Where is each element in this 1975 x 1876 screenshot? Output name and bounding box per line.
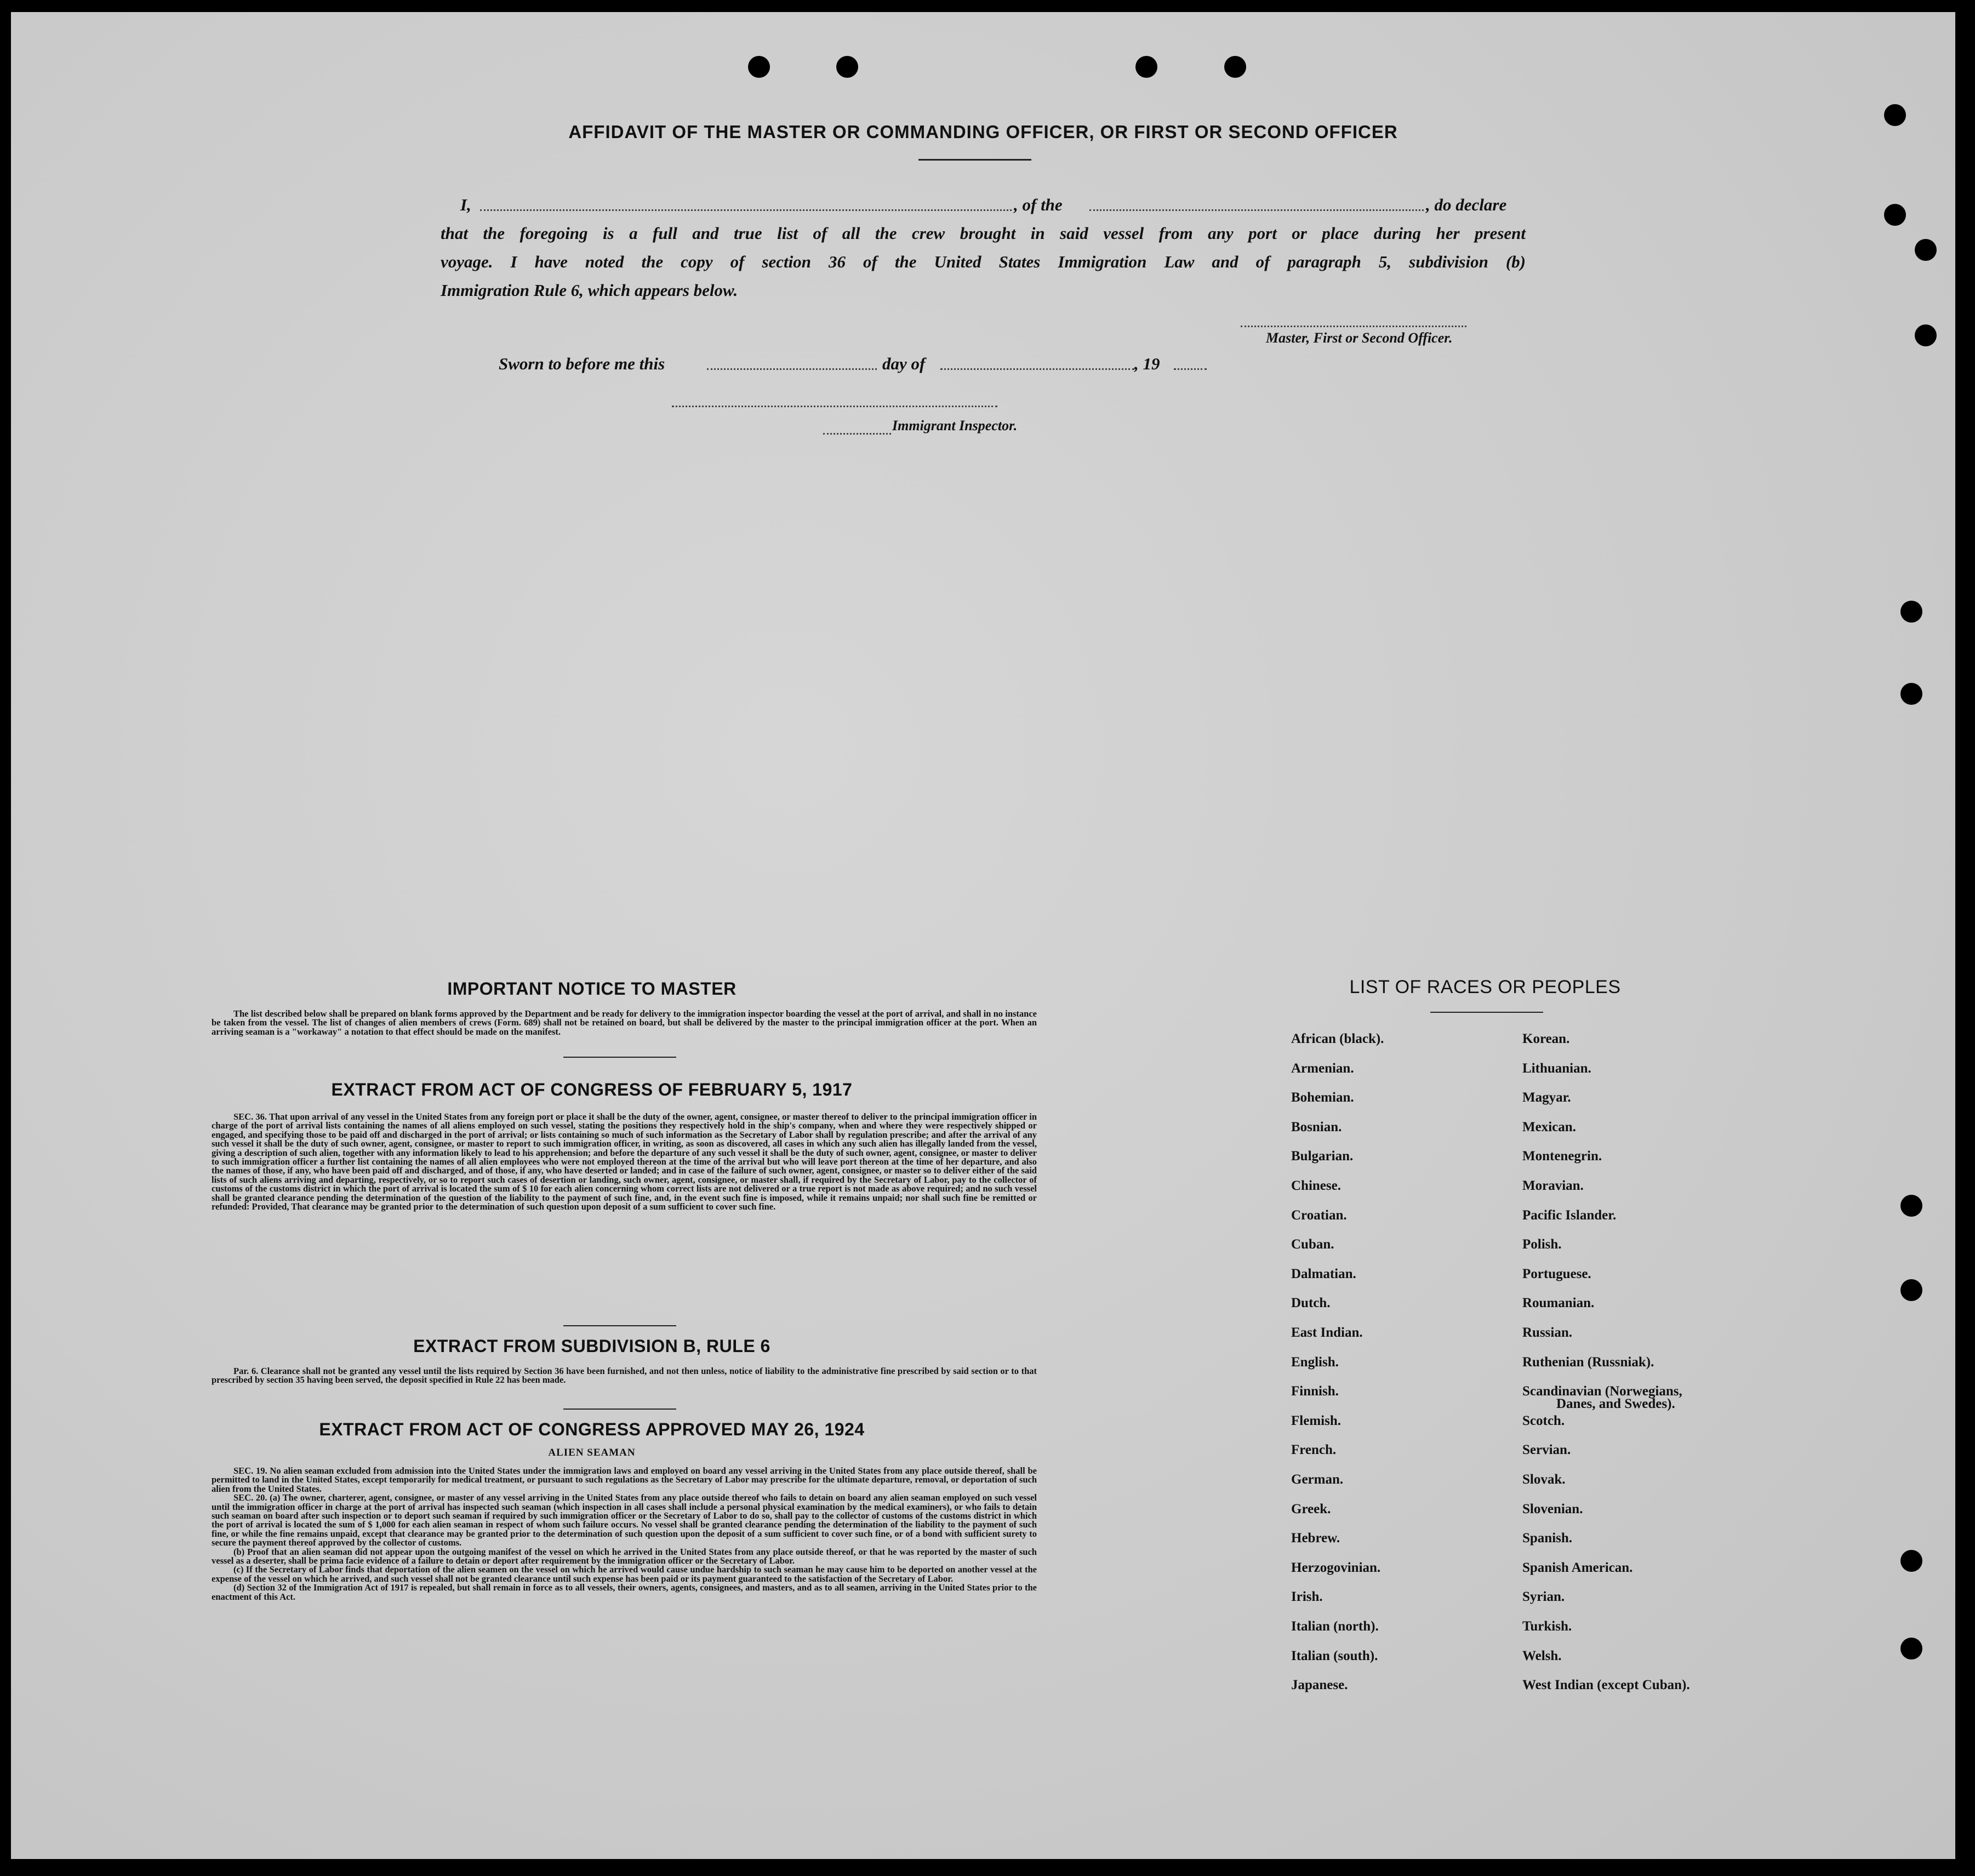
race-left-item-2: Bohemian. <box>1291 1090 1354 1105</box>
race-right-item-10: Russian. <box>1522 1325 1573 1340</box>
punch-hole <box>1900 1279 1922 1301</box>
sworn-text: Sworn to before me this <box>499 354 665 373</box>
extract-1917-rule <box>563 1325 676 1326</box>
race-left-item-17: Hebrew. <box>1291 1531 1340 1546</box>
affidavit-title: AFFIDAVIT OF THE MASTER OR COMMANDING OFFICER, OR FIRST OR SECOND OFFICER <box>568 122 1398 142</box>
race-right-item-2: Magyar. <box>1522 1090 1571 1105</box>
race-right-item-13: Scotch. <box>1522 1413 1565 1428</box>
race-right-item-5: Moravian. <box>1522 1178 1584 1193</box>
extract-1917-title: EXTRACT FROM ACT OF CONGRESS OF FEBRUARY 5, 1917 <box>331 1080 853 1099</box>
race-left-item-19: Irish. <box>1291 1589 1323 1605</box>
race-left-item-18: Herzogovinian. <box>1291 1560 1381 1575</box>
sec20b-paragraph: (b) Proof that an alien seaman did not appear upon the outgoing manifest of the vessel on which he arrived in the United States from any place outside thereof, or that he was reported by the master of such vessel as a deserter, shall be prima facie evidence of a failure to detain or deport after requirement by the immigration officer or the Secretary of Labor. <box>212 1546 1037 1566</box>
race-right-item-7: Polish. <box>1522 1237 1562 1252</box>
inspector-signature-field[interactable] <box>672 406 997 407</box>
race-right-item-8: Portuguese. <box>1522 1266 1591 1281</box>
race-left-item-4: Bulgarian. <box>1291 1149 1354 1164</box>
race-right-item-22: West Indian (except Cuban). <box>1522 1678 1690 1693</box>
race-right-item-12: Scandinavian (Norwegians, <box>1522 1384 1682 1399</box>
punch-hole <box>1900 601 1922 623</box>
sworn-month-field[interactable] <box>940 368 1134 370</box>
sec20d-paragraph: (d) Section 32 of the Immigration Act of 1917 is repealed, but shall remain in force as to all vessels, their owners, agents, consignees, and masters, and as to all seamen, arriving in the United States prior to the enactment of this Act. <box>212 1582 1037 1602</box>
affidavit-line2: that the foregoing is a full and true list of all the crew brought in said vessel from any port or place during her present <box>441 224 1526 243</box>
affidavit-of-the: , of the <box>1014 195 1063 214</box>
races-title: LIST OF RACES OR PEOPLES <box>1349 977 1621 997</box>
inspector-label: Immigrant Inspector. <box>892 418 1018 434</box>
race-left-item-12: Finnish. <box>1291 1384 1339 1399</box>
notice-title: IMPORTANT NOTICE TO MASTER <box>447 979 737 999</box>
punch-hole <box>1900 683 1922 705</box>
sec19-paragraph: SEC. 19. No alien seaman excluded from admission into the United States under the immigration laws and employed on board any vessel arriving in the United States from any place outside thereof, shall be permitted to land in the United States, except temporarily for medical treatment, or pursuant to such regulations as the Secretary of Labor may prescribe for the ultimate departure, removal, or deportation of such alien from the United States. <box>212 1466 1037 1494</box>
race-right-item-16: Slovenian. <box>1522 1501 1583 1516</box>
sec20a-paragraph: SEC. 20. (a) The owner, charterer, agent, consignee, or master of any vessel arriving in the United States from any place outside thereof who fails to detain on board any alien seaman employed on such vessel until the immigration officer in charge at the port of arrival has inspected such seaman (which inspection in all cases shall include a personal physical examination by the medical examiners), or who fails to detain such seaman on board after such inspection or to deport such seaman if required by such immigration officer or the Secretary of Labor to do so, shall pay to the collector of customs of the customs district in which the port of arrival is located the sum of $ 1,000 for each alien seaman in respect of whom such failure occurs. No vessel shall be granted clearance pending the determination of the liability to the payment of such fine, or while the fine remains unpaid, except that clearance may be granted prior to the determination of such question upon the deposit of a sum sufficient to cover such fine, or of a bond with sufficient surety to secure the payment thereof approved by the collector of customs. <box>212 1492 1037 1548</box>
race-left-item-8: Dalmatian. <box>1291 1266 1356 1281</box>
rule6-rule <box>563 1409 676 1410</box>
punch-hole <box>1915 239 1937 261</box>
race-right-item-19: Syrian. <box>1522 1589 1565 1605</box>
race-right-item-0: Korean. <box>1522 1031 1570 1046</box>
name-field[interactable] <box>480 209 1012 211</box>
race-right-item-17: Spanish. <box>1522 1531 1573 1546</box>
sec36-paragraph: SEC. 36. That upon arrival of any vessel in the United States from any foreign port or place it shall be the duty of the owner, agent, consignee, or master thereof to deliver to the principal immigration officer in charge of the port of arrival lists containing the names of all aliens employed on such vessel, stating the positions they respectively hold in the ship's company, when and where they were respectively shipped or engaged, and specifying those to be paid off and discharged in the port of arrival; or lists containing so much of such information as the Secretary of Labor shall by regulation prescribe; and after the arrival of any such vessel it shall be the duty of such owner, agent, consignee, or master to report to such immigration officer, in writing, as soon as discovered, all cases in which any such alien has illegally landed from the vessel, giving a description of such alien, together with any information likely to lead to his apprehension; and before the departure of any such vessel it shall be the duty of such owner, agent, consignee, or master to deliver to such immigration officer a further list containing the names of all alien employees who were not employed thereon at the time of the arrival but who will leave port thereon at the time of her departure, and also the names of those, if any, who have been paid off and discharged, and of those, if any, who have deserted or landed; and in case of the failure of such owner, agent, consignee, or master so to deliver either of the said lists of such aliens arriving and departing, respectively, or so to report such cases of desertion or landing, such owner, agent, consignee, or master shall, if required by the Secretary of Labor, pay to the collector of customs of the customs district in which the port of arrival is located the sum of $ 10 for each alien concerning whom correct lists are not delivered or a true report is not made as above required; and no such vessel shall be granted clearance pending the determination of the question of the liability to the payment of such fine, and, in the event such fine is imposed, while it remains unpaid; nor shall such fine be remitted or refunded: Provided, That clearance may be granted prior to the determination of such question upon deposit of a sum sufficient to cover such fine. <box>212 1111 1037 1212</box>
year-text: , 19 <box>1134 354 1160 373</box>
race-right-item-11: Ruthenian (Russniak). <box>1522 1354 1654 1370</box>
race-right-item-14: Servian. <box>1522 1442 1571 1458</box>
extract-1924-body <box>212 1467 1037 1601</box>
punch-hole <box>1900 1195 1922 1217</box>
race-left-item-5: Chinese. <box>1291 1178 1341 1193</box>
race-left-item-15: German. <box>1291 1472 1344 1487</box>
race-right-item-20: Turkish. <box>1522 1619 1572 1634</box>
affidavit-i: I, <box>460 195 471 214</box>
race-right-item-3: Mexican. <box>1522 1119 1576 1134</box>
master-signature-field[interactable] <box>1241 326 1466 327</box>
punch-hole <box>1915 324 1937 346</box>
race-left-item-1: Armenian. <box>1291 1060 1354 1076</box>
race-right-continuation: Danes, and Swedes). <box>1556 1396 1675 1411</box>
master-signature-label: Master, First or Second Officer. <box>1266 330 1453 346</box>
race-left-item-7: Cuban. <box>1291 1237 1334 1252</box>
title-rule <box>918 159 1031 161</box>
race-right-item-21: Welsh. <box>1522 1648 1562 1663</box>
race-left-item-16: Greek. <box>1291 1501 1331 1516</box>
race-left-item-22: Japanese. <box>1291 1678 1348 1693</box>
race-left-item-3: Bosnian. <box>1291 1119 1342 1134</box>
extract-1924-title: EXTRACT FROM ACT OF CONGRESS APPROVED MAY 26, 1924 <box>319 1419 865 1439</box>
race-right-item-6: Pacific Islander. <box>1522 1207 1617 1223</box>
race-right-item-15: Slovak. <box>1522 1472 1566 1487</box>
rule6-title: EXTRACT FROM SUBDIVISION B, RULE 6 <box>413 1336 770 1356</box>
race-left-item-9: Dutch. <box>1291 1296 1331 1311</box>
race-right-item-1: Lithuanian. <box>1522 1060 1591 1076</box>
race-left-item-20: Italian (north). <box>1291 1619 1379 1634</box>
inspector-dots <box>823 433 891 435</box>
punch-hole <box>836 56 858 78</box>
punch-hole <box>1900 1638 1922 1660</box>
sec20c-paragraph: (c) If the Secretary of Labor finds that deportation of the alien seamen on the vessel on which he arrived would cause undue hardship to such seaman he may cause him to be deported on another vessel at the expense of the vessel on which he arrived, and such vessel shall not be granted clearance until such expense has been paid or its payment guaranteed to the satisfaction of the Secretary of Labor. <box>212 1564 1037 1584</box>
sworn-year-field[interactable] <box>1174 368 1207 370</box>
rule6-paragraph: Par. 6. Clearance shall not be granted any vessel until the lists required by Section 36 have been furnished, and not then unless, notice of liability to the administrative fine prescribed by said section or to that prescribed by section 35 having been served, the deposit specified in Rule 22 has been made. <box>212 1366 1037 1385</box>
punch-hole <box>1135 56 1157 78</box>
race-left-item-13: Flemish. <box>1291 1413 1341 1428</box>
race-right-item-9: Roumanian. <box>1522 1296 1595 1311</box>
race-left-item-11: English. <box>1291 1354 1339 1370</box>
race-right-item-4: Montenegrin. <box>1522 1149 1602 1164</box>
punch-hole <box>1900 1550 1922 1572</box>
affidavit-declare: , do declare <box>1426 195 1507 214</box>
race-left-item-21: Italian (south). <box>1291 1648 1378 1663</box>
race-left-item-14: French. <box>1291 1442 1337 1458</box>
notice-body <box>212 1010 1037 1036</box>
race-left-item-0: African (black). <box>1291 1031 1384 1046</box>
punch-hole <box>1224 56 1246 78</box>
race-left-item-10: East Indian. <box>1291 1325 1363 1340</box>
punch-hole <box>748 56 770 78</box>
race-right-item-18: Spanish American. <box>1522 1560 1633 1575</box>
vessel-field[interactable] <box>1089 209 1424 211</box>
races-rule <box>1430 1012 1543 1013</box>
notice-rule <box>563 1057 676 1058</box>
sworn-day-field[interactable] <box>707 368 877 370</box>
punch-hole <box>1884 204 1906 226</box>
affidavit-line3: voyage. I have noted the copy of section 36 of the United States Immigration Law and of paragraph 5, subdivision (b) <box>441 252 1526 271</box>
notice-paragraph: The list described below shall be prepared on blank forms approved by the Department and be ready for delivery to the immigration inspector boarding the vessel at the port of arrival, and shall in no instance be taken from the vessel. The list of changes of alien members of crews (Form. 689) shall not be retained on board, but shall be delivered by the master to the principal immigration officer at the port. When an arriving seaman is a "workaway" a notation to that effect should be made on the manifest. <box>212 1008 1037 1037</box>
affidavit-line4: Immigration Rule 6, which appears below. <box>441 281 738 300</box>
race-left-item-6: Croatian. <box>1291 1207 1347 1223</box>
extract-1917-body <box>212 1113 1037 1211</box>
alien-seaman-subtitle: ALIEN SEAMAN <box>548 1447 636 1458</box>
document-page <box>11 12 1955 1859</box>
day-of-text: day of <box>882 354 926 373</box>
rule6-body <box>212 1367 1037 1385</box>
